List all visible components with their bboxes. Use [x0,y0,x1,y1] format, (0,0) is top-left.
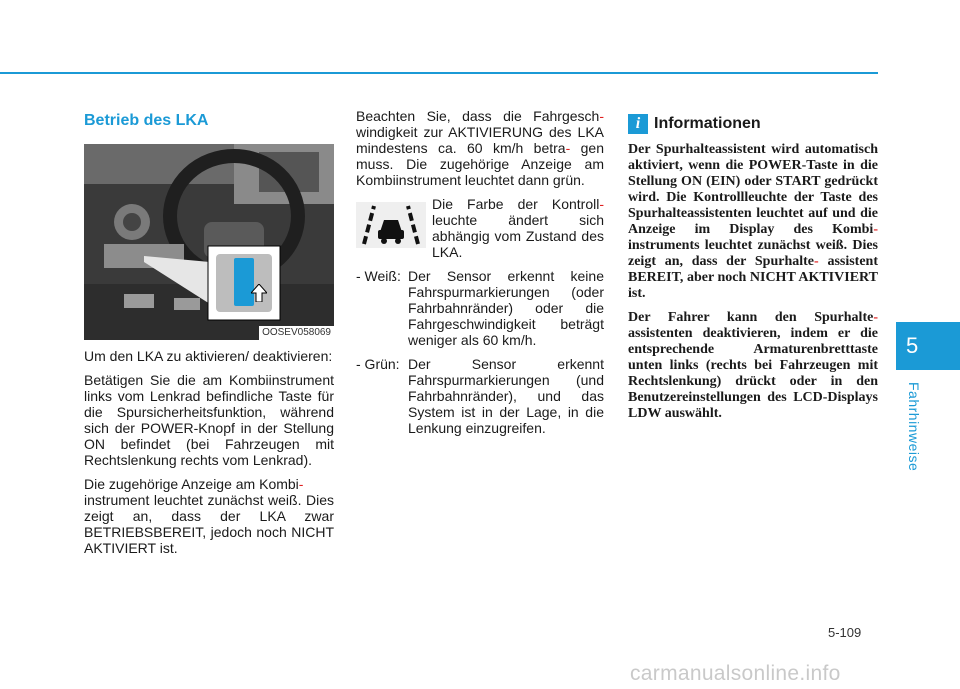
status-white [356,268,604,348]
watermark: carmanualsonline.info [630,662,841,685]
page-number: 5-109 [828,625,862,640]
paragraph: Die Farbe der Kontroll- leuchte ändert sich abhängig vom Zustand des LKA. [432,196,604,260]
dashboard-figure [84,144,334,340]
status-term: - Weiß: [356,268,401,284]
header-rule [0,72,878,74]
chapter-tab[interactable]: 5 [896,322,960,370]
lane-keeping-icon [356,202,426,248]
middle-column [356,108,604,444]
status-green [356,356,604,436]
paragraph: Der Spurhalteassistent wird automatisch aktiviert, wenn die POWER-Taste in die Stellung ON (EIN) oder START gedrückt wird. Die Kontrollleuchte der Taste des Spurhalteassistenten leuchtet auf und die Anzeige im Display des Kombi- instruments leuchtet zunächst weiß. Dies zeigt an, dass der Spurhalte- assistent BEREIT, aber noch NICHT AKTIVIERT ist. [628,142,878,301]
dashboard-illustration [84,144,334,340]
left-column [84,108,334,564]
up-arrow-icon [251,284,267,302]
info-icon: i [628,114,648,134]
figure-code: OOSEV058069 [259,326,334,340]
chapter-label: Fahrhinweise [906,382,922,472]
paragraph: Die zugehörige Anzeige am Kombi- instrument leuchtet zunächst weiß. Dies zeigt an, dass der LKA zwar BETRIEBSBEREIT, jedoch noch NICHT AKTIVIERT ist. [84,476,334,556]
info-header [628,114,878,134]
status-term: - Grün: [356,356,400,372]
section-title: Betrieb des LKA [84,112,209,129]
paragraph: Um den LKA zu aktivieren/ deaktivieren: [84,348,333,364]
paragraph: Betätigen Sie die am Kombiinstrument links vom Lenkrad befindliche Taste für die Spursicherheitsfunktion, während sich der POWER-Knopf in der Stellung ON befindet (bei Fahrzeugen mit Rechtslenkung rechts vom Lenkrad). [84,372,334,468]
status-description: Der Sensor erkennt keine Fahrspurmarkierungen (oder Fahrbahnränder) oder die Fahrgeschwindigkeit beträgt weniger als 60 km/h. [408,268,604,348]
paragraph: Beachten Sie, dass die Fahrgesch- windigkeit zur AKTIVIERUNG des LKA mindestens ca. 60 km/h betra- gen muss. Die zugehörige Anzeige am Kombiinstrument leuchtet dann grün. [356,108,604,188]
lka-indicator-row [356,196,604,260]
info-title: Informationen [654,115,761,132]
status-description: Der Sensor erkennt Fahrspurmarkierungen (und Fahrbahnränder), und das System ist in der Lage, in die Lenkung einzugreifen. [408,356,604,436]
paragraph: Der Fahrer kann den Spurhalte- assistenten deaktivieren, indem er die entsprechende Armaturenbretttaste unten links (rechts bei Fahrzeugen mit Rechtslenkung) drückt oder in den Benutzereinstellungen des LCD-Displays LDW auswählt. [628,310,878,421]
right-column [628,108,878,430]
